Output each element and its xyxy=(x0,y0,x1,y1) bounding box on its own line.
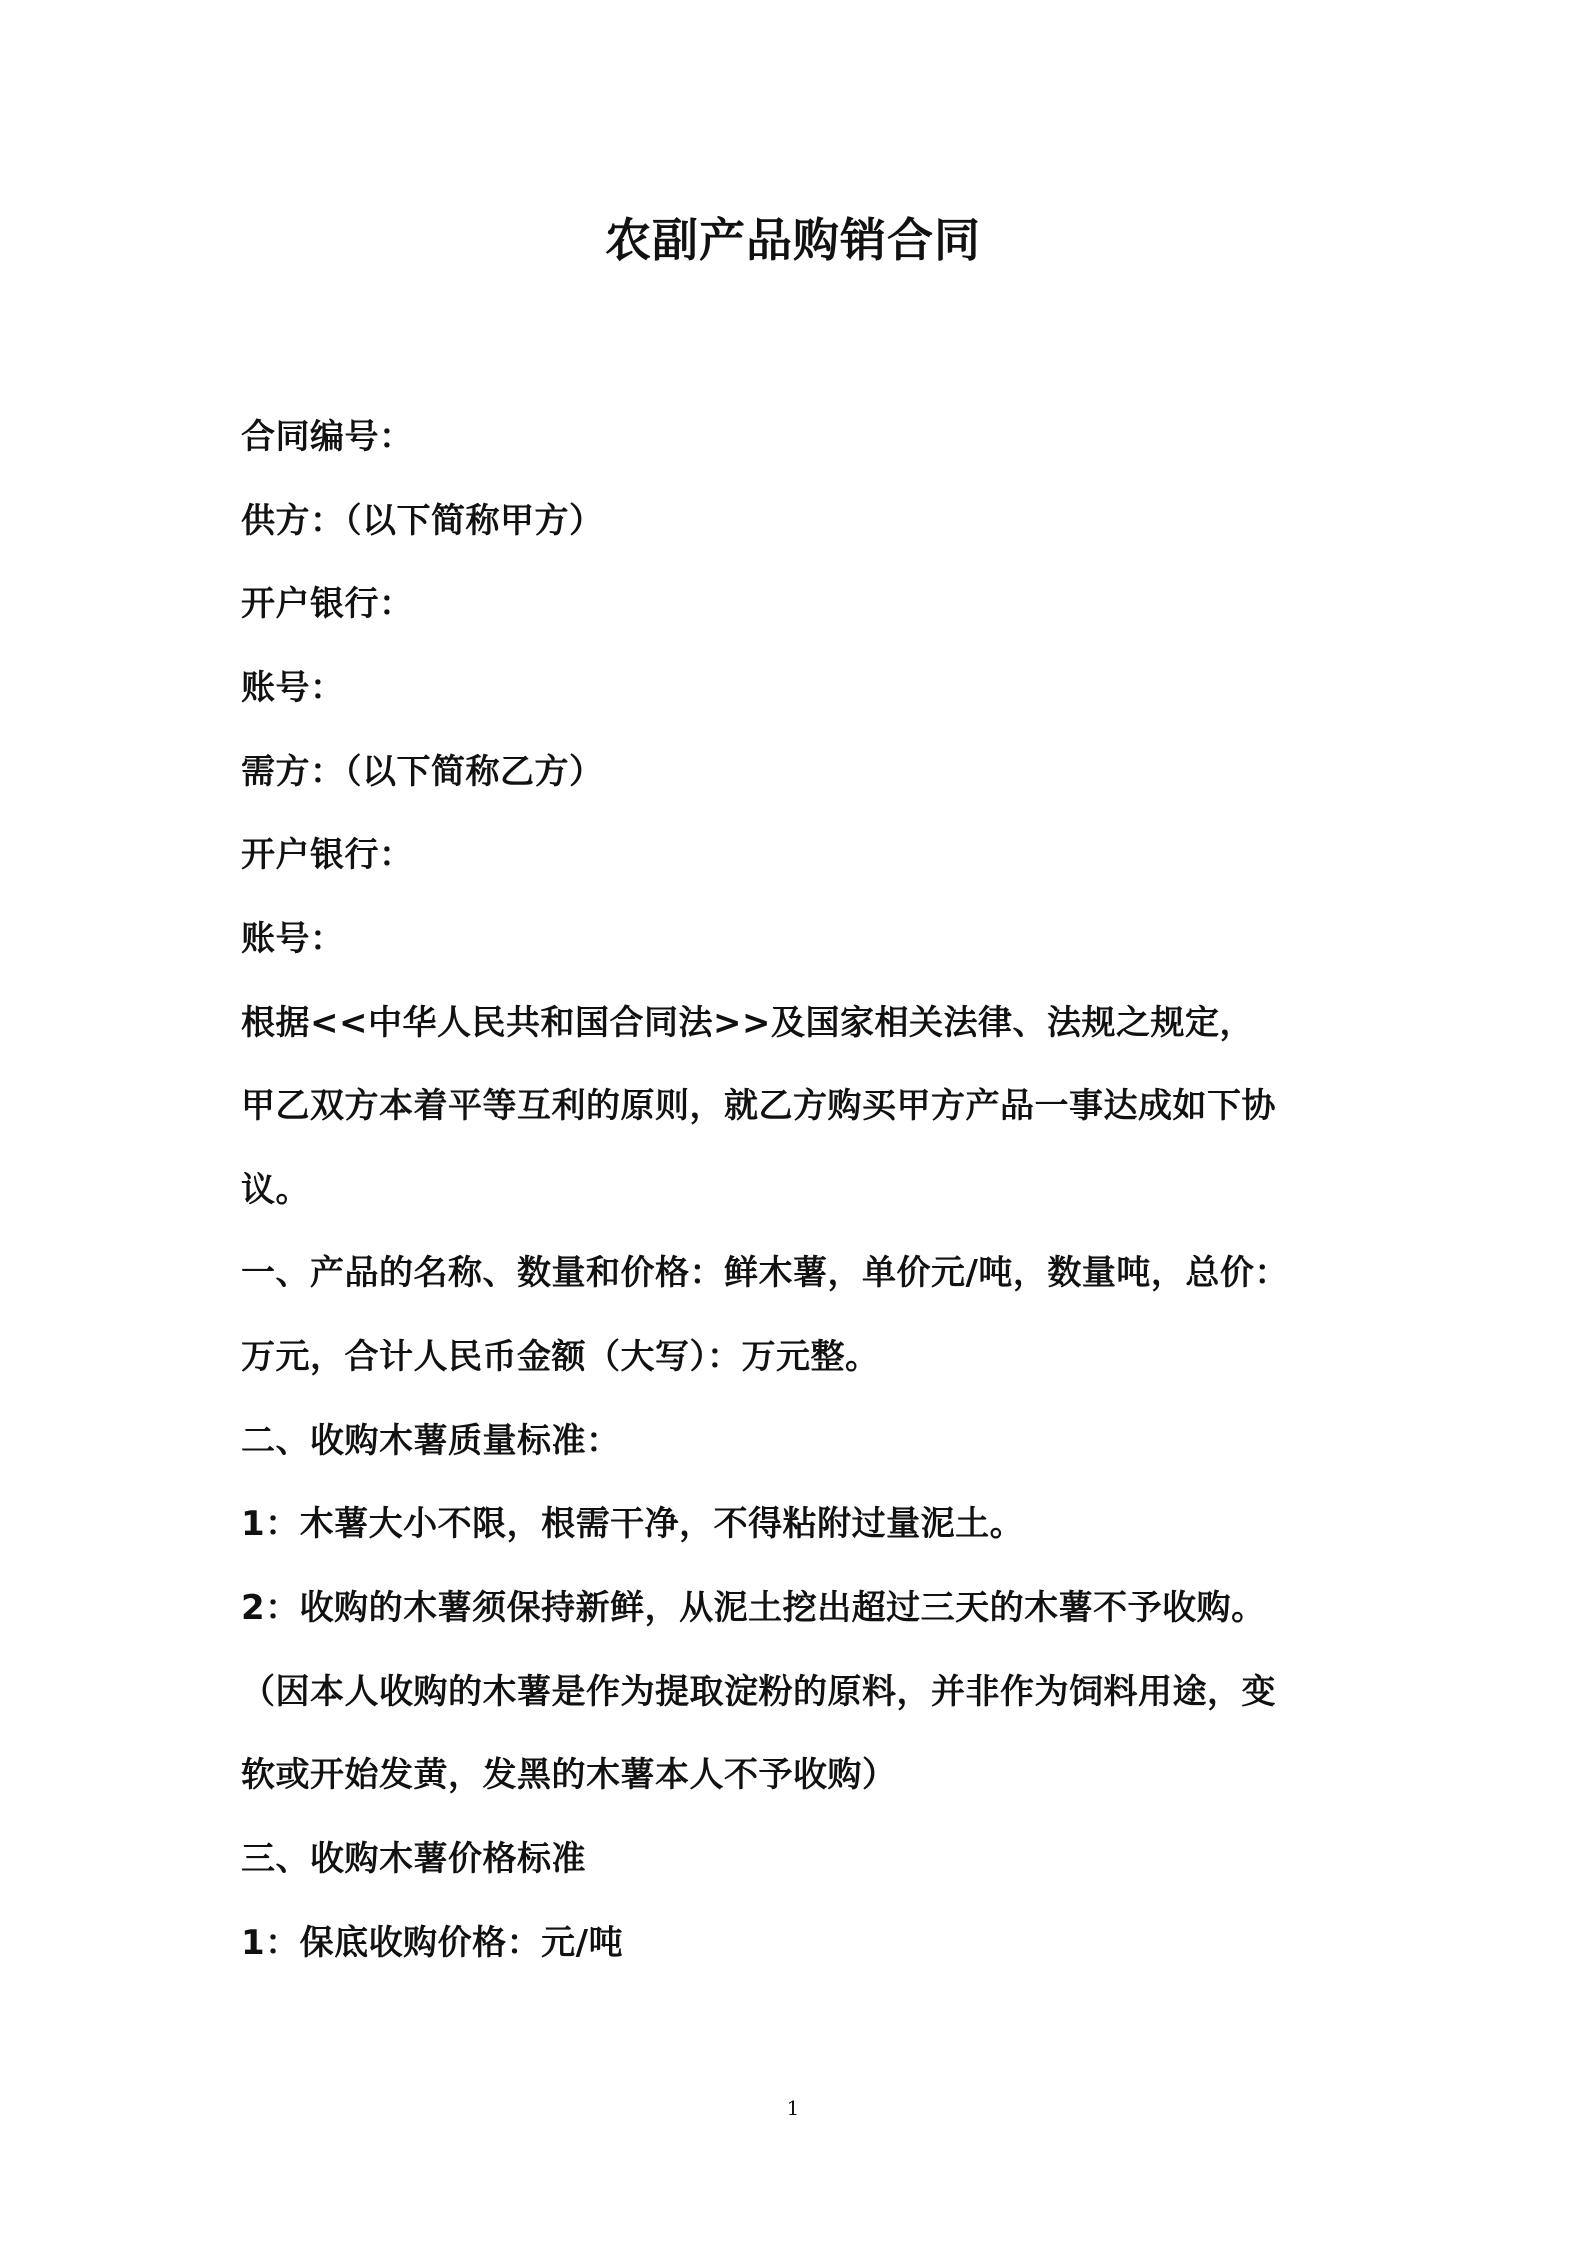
supplier-account-line: 账号： xyxy=(241,668,345,708)
buyer-account-line: 账号： xyxy=(241,919,345,959)
clause-one-line: 万元，合计人民币金额（大写）：万元整。 xyxy=(241,1337,880,1377)
clause-three-item: 1：保底收购价格：元/吨 xyxy=(241,1923,624,1963)
preamble-line: 根据<<中华人民共和国合同法>>及国家相关法律、法规之规定， xyxy=(241,1003,1254,1043)
document-title: 农副产品购销合同 xyxy=(605,213,981,267)
clause-two-note: （因本人收购的木薯是作为提取淀粉的原料，并非作为饲料用途，变 xyxy=(241,1672,1276,1712)
clause-three-heading: 三、收购木薯价格标准 xyxy=(241,1839,586,1879)
page-number: 1 xyxy=(786,2096,800,2120)
clause-two-note: 软或开始发黄，发黑的木薯本人不予收购） xyxy=(241,1755,897,1795)
contract-number-line: 合同编号： xyxy=(241,417,414,457)
preamble-line: 议。 xyxy=(241,1170,310,1210)
supplier-line: 供方：（以下简称甲方） xyxy=(241,501,604,541)
preamble-line: 甲乙双方本着平等互利的原则，就乙方购买甲方产品一事达成如下协 xyxy=(241,1086,1276,1126)
clause-one-line: 一、产品的名称、数量和价格：鲜木薯，单价元/吨，数量吨，总价： xyxy=(241,1253,1289,1293)
buyer-line: 需方：（以下简称乙方） xyxy=(241,752,604,792)
clause-two-item: 2：收购的木薯须保持新鲜，从泥土挖出超过三天的木薯不予收购。 xyxy=(241,1588,1266,1628)
buyer-bank-line: 开户银行： xyxy=(241,835,414,875)
supplier-bank-line: 开户银行： xyxy=(241,584,414,624)
clause-two-item: 1：木薯大小不限，根需干净，不得粘附过量泥土。 xyxy=(241,1504,1025,1544)
clause-two-heading: 二、收购木薯质量标准： xyxy=(241,1421,621,1461)
